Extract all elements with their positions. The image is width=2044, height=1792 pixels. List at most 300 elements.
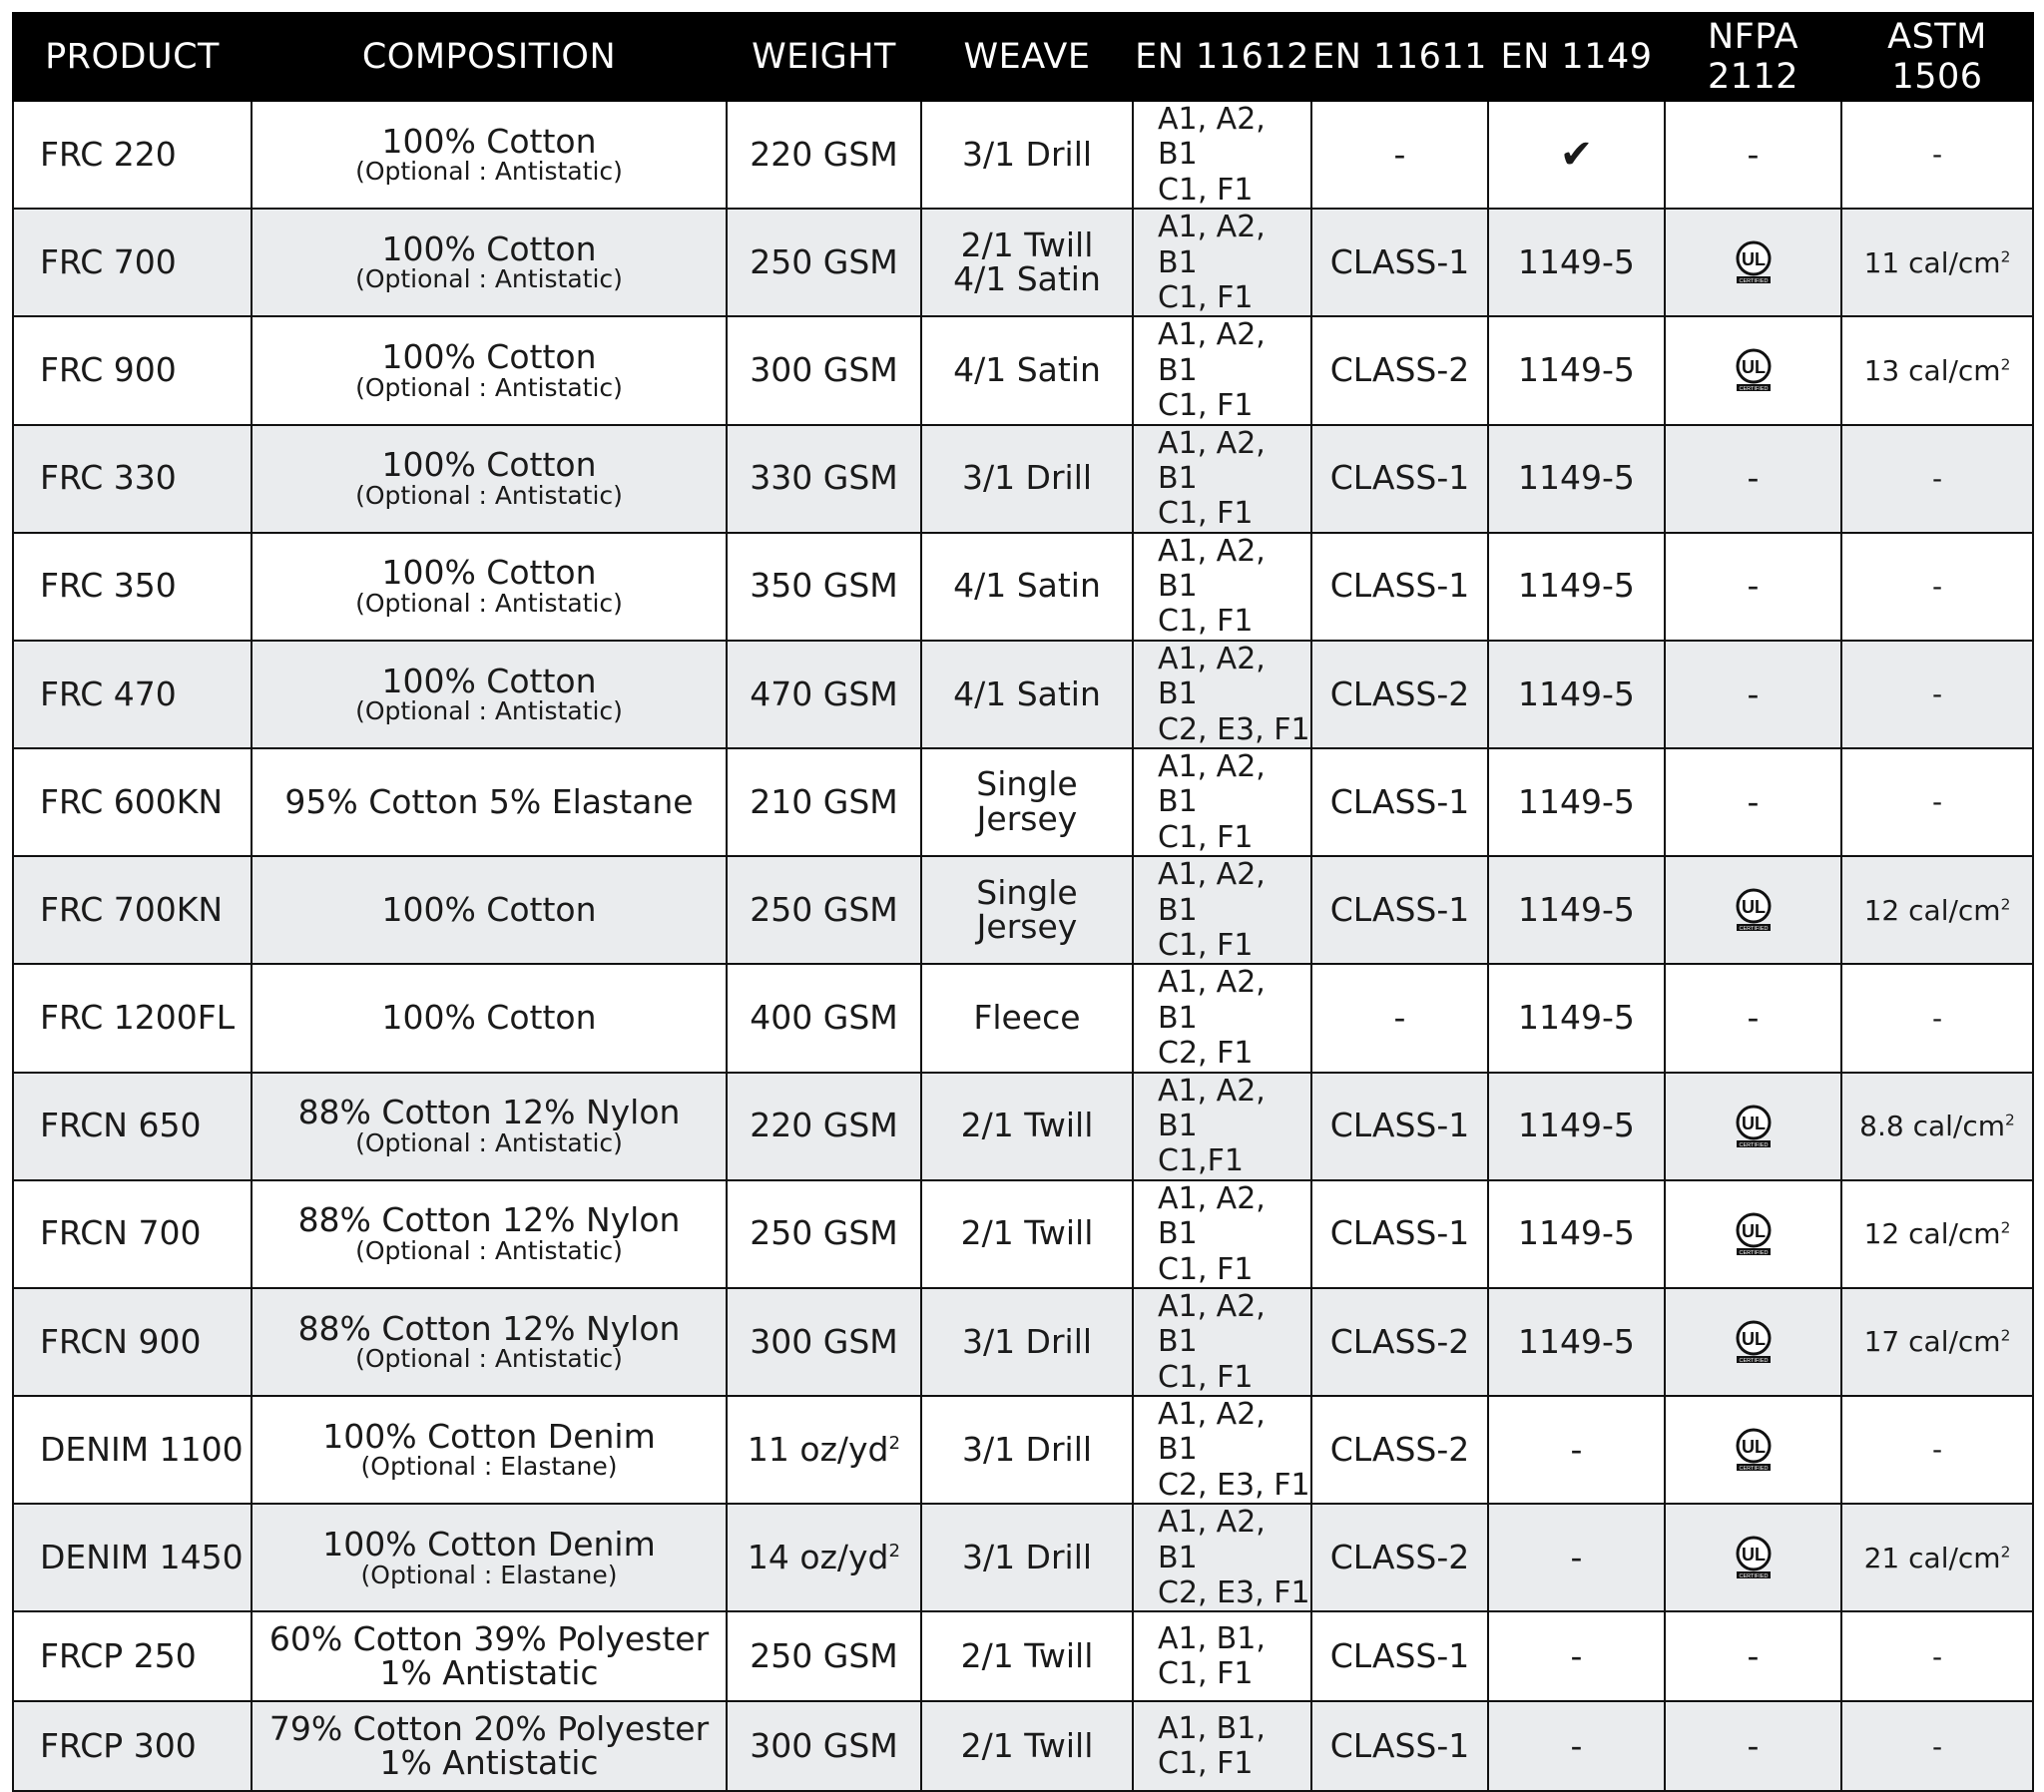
nfpa2112-cell — [1665, 1180, 1841, 1288]
en11612-cell — [1133, 748, 1311, 856]
en1149-cell — [1488, 748, 1665, 856]
ul-mark-caption: CERTIFIED — [1739, 1141, 1768, 1148]
en11612-line-1: A1, B1, — [1158, 1711, 1266, 1747]
en11612-line-1: A1, A2, B1 — [1158, 1505, 1266, 1575]
weave-cell — [921, 425, 1133, 533]
composition-option: (Optional : Antistatic) — [355, 157, 623, 187]
en11611-text: - — [1393, 998, 1406, 1038]
en11612-line-2: C1, F1 — [1158, 1359, 1254, 1395]
product-cell — [13, 101, 252, 209]
weave-cell — [921, 641, 1133, 748]
weave-cell — [921, 1701, 1133, 1791]
weight-text: 300 GSM — [750, 1321, 898, 1361]
en11612-line-2: C1, F1 — [1158, 279, 1254, 315]
astm1506-text: - — [1931, 461, 1943, 495]
composition-text: 100% Cotton — [381, 228, 597, 268]
en11611-cell — [1311, 856, 1488, 964]
composition-option: (Optional : Antistatic) — [355, 372, 623, 402]
astm1506-text: - — [1931, 570, 1943, 604]
weight-cell — [727, 209, 921, 316]
ul-mark-text: UL — [1741, 249, 1766, 270]
astm1506-cell — [1841, 533, 2033, 641]
composition-option: (Optional : Antistatic) — [355, 480, 623, 510]
composition-text: 100% Cotton — [381, 553, 597, 593]
nfpa2112-cell — [1665, 425, 1841, 533]
ul-mark-caption: CERTIFIED — [1739, 278, 1768, 285]
nfpa2112-cell — [1665, 1073, 1841, 1180]
en1149-cell — [1488, 1288, 1665, 1396]
composition-cell — [252, 964, 727, 1072]
weight-cell — [727, 1073, 921, 1180]
header-weight: WEIGHT — [727, 13, 921, 101]
weight-cell — [727, 641, 921, 748]
en11611-cell — [1311, 209, 1488, 316]
table-row — [13, 316, 2033, 424]
check-icon: ✔ — [1559, 132, 1594, 179]
en1149-text: - — [1570, 1726, 1583, 1766]
weight-cell — [727, 101, 921, 209]
en11612-line-1: A1, A2, B1 — [1158, 749, 1266, 820]
en11611-text: CLASS-2 — [1329, 673, 1470, 713]
table-row — [13, 209, 2033, 316]
nfpa2112-text: - — [1747, 134, 1760, 174]
product-cell — [13, 1396, 252, 1504]
nfpa2112-cell — [1665, 1288, 1841, 1396]
weave-cell — [921, 1396, 1133, 1504]
en1149-cell — [1488, 1701, 1665, 1791]
en11611-cell — [1311, 641, 1488, 748]
weave-cell — [921, 1288, 1133, 1396]
composition-cell — [252, 1288, 727, 1396]
en11612-cell — [1133, 425, 1311, 533]
en11611-cell — [1311, 533, 1488, 641]
astm1506-cell — [1841, 964, 2033, 1072]
weave-cell — [921, 533, 1133, 641]
weight-text: 470 GSM — [750, 673, 898, 713]
weave-cell — [921, 748, 1133, 856]
astm1506-text: - — [1931, 785, 1943, 819]
en11611-text: CLASS-1 — [1329, 241, 1470, 281]
en11611-cell — [1311, 964, 1488, 1072]
header-en11611: EN 11611 — [1311, 13, 1488, 101]
nfpa2112-cell — [1665, 964, 1841, 1072]
header-product: PRODUCT — [13, 13, 252, 101]
table-row — [13, 1180, 2033, 1288]
product-cell — [13, 1504, 252, 1611]
en11611-cell — [1311, 1288, 1488, 1396]
weave-text: 4/1 Satin — [953, 350, 1101, 390]
weight-cell — [727, 425, 921, 533]
product-name: FRC 470 — [40, 673, 177, 713]
product-name: FRC 600KN — [40, 781, 224, 821]
ul-certified-icon — [1734, 348, 1774, 392]
ul-certified-icon — [1734, 1428, 1774, 1472]
en11611-text: CLASS-1 — [1329, 566, 1470, 606]
en11612-line-1: A1, A2, B1 — [1158, 317, 1266, 388]
weave-text-2: 4/1 Satin — [953, 259, 1101, 299]
en1149-text: 1149-5 — [1518, 350, 1635, 390]
en11612-line-1: A1, A2, B1 — [1158, 1073, 1266, 1143]
en11612-cell — [1133, 1288, 1311, 1396]
en1149-cell — [1488, 533, 1665, 641]
astm-superscript: 2 — [2000, 1543, 2011, 1562]
ul-mark-text: UL — [1741, 897, 1766, 918]
ul-certified-icon — [1734, 888, 1774, 932]
en1149-cell — [1488, 1611, 1665, 1701]
header-astm1506: ASTM 1506 — [1841, 13, 2033, 101]
en11612-line-2: C2, E3, F1 — [1158, 711, 1310, 747]
composition-text: 100% Cotton Denim — [322, 1416, 656, 1456]
ul-mark-text: UL — [1741, 1220, 1766, 1241]
astm1506-cell — [1841, 1396, 2033, 1504]
en11611-text: CLASS-1 — [1329, 1726, 1470, 1766]
product-cell — [13, 856, 252, 964]
astm1506-cell — [1841, 748, 2033, 856]
product-cell — [13, 964, 252, 1072]
weight-cell — [727, 1504, 921, 1611]
composition-cell — [252, 856, 727, 964]
astm1506-cell — [1841, 101, 2033, 209]
weight-cell — [727, 1288, 921, 1396]
en1149-text: 1149-5 — [1518, 998, 1635, 1038]
en11612-line-1: A1, B1, — [1158, 1621, 1266, 1657]
composition-option: (Optional : Elastane) — [360, 1452, 618, 1482]
table-row — [13, 641, 2033, 748]
en11611-text: CLASS-1 — [1329, 889, 1470, 929]
astm1506-cell — [1841, 856, 2033, 964]
composition-text: 100% Cotton Denim — [322, 1524, 656, 1564]
product-cell — [13, 1611, 252, 1701]
composition-text: 88% Cotton 12% Nylon — [297, 1093, 681, 1132]
en11611-text: CLASS-2 — [1329, 350, 1470, 390]
nfpa2112-cell — [1665, 209, 1841, 316]
en1149-cell — [1488, 425, 1665, 533]
product-cell — [13, 641, 252, 748]
weave-text: 3/1 Drill — [961, 1429, 1093, 1469]
ul-mark-caption: CERTIFIED — [1739, 1249, 1768, 1256]
nfpa2112-cell — [1665, 101, 1841, 209]
weave-text: 2/1 Twill — [960, 1106, 1094, 1145]
table-row — [13, 425, 2033, 533]
weight-superscript: 2 — [888, 1541, 901, 1562]
product-cell — [13, 1073, 252, 1180]
product-name: FRC 700KN — [40, 889, 224, 929]
weight-text: 400 GSM — [750, 998, 898, 1038]
table-row — [13, 1073, 2033, 1180]
composition-text: 79% Cotton 20% Polyester — [268, 1708, 710, 1748]
composition-cell — [252, 1701, 727, 1791]
ul-certified-icon — [1734, 240, 1774, 284]
weight-cell — [727, 316, 921, 424]
composition-cell — [252, 1611, 727, 1701]
table-row — [13, 1288, 2033, 1396]
product-cell — [13, 1288, 252, 1396]
nfpa2112-text: - — [1747, 998, 1760, 1038]
composition-text: 100% Cotton — [381, 889, 597, 929]
en1149-text: 1149-5 — [1518, 1321, 1635, 1361]
product-name: FRC 700 — [40, 241, 177, 281]
astm1506-text: - — [1931, 1639, 1943, 1673]
weight-cell — [727, 1701, 921, 1791]
composition-text: 100% Cotton — [381, 661, 597, 700]
en11612-line-2: C1, F1 — [1158, 1656, 1254, 1692]
en11612-line-2: C1, F1 — [1158, 819, 1254, 855]
en11612-line-1: A1, A2, B1 — [1158, 1288, 1266, 1360]
en11612-line-2: C1, F1 — [1158, 927, 1254, 963]
astm1506-cell — [1841, 425, 2033, 533]
nfpa2112-cell — [1665, 316, 1841, 424]
product-name: FRC 330 — [40, 458, 177, 498]
astm-superscript: 2 — [2000, 895, 2011, 914]
header-en1149: EN 1149 — [1488, 13, 1665, 101]
en11612-line-1: A1, A2, B1 — [1158, 102, 1266, 173]
nfpa2112-text: - — [1747, 1636, 1760, 1676]
en11612-line-2: C1, F1 — [1158, 388, 1254, 424]
en11611-cell — [1311, 1396, 1488, 1504]
nfpa2112-cell — [1665, 1701, 1841, 1791]
composition-cell — [252, 1504, 727, 1611]
weave-cell — [921, 1180, 1133, 1288]
nfpa2112-cell — [1665, 641, 1841, 748]
weave-text: Single — [976, 872, 1078, 912]
astm1506-cell — [1841, 1611, 2033, 1701]
composition-option: (Optional : Antistatic) — [355, 264, 623, 294]
composition-text: 100% Cotton — [381, 336, 597, 376]
ul-certified-icon — [1734, 1536, 1774, 1579]
weave-text: 2/1 Twill — [960, 224, 1094, 264]
product-name: DENIM 1100 — [40, 1429, 244, 1469]
weave-cell — [921, 1073, 1133, 1180]
composition-text: 88% Cotton 12% Nylon — [297, 1308, 681, 1348]
product-name: FRC 1200FL — [40, 998, 236, 1038]
en1149-text: 1149-5 — [1518, 673, 1635, 713]
en1149-cell — [1488, 209, 1665, 316]
weave-cell — [921, 1504, 1133, 1611]
en11611-text: CLASS-2 — [1329, 1321, 1470, 1361]
en1149-text: 1149-5 — [1518, 458, 1635, 498]
astm1506-cell — [1841, 1504, 2033, 1611]
en11611-cell — [1311, 101, 1488, 209]
table-row — [13, 101, 2033, 209]
ul-mark-text: UL — [1741, 1113, 1766, 1133]
en11611-cell — [1311, 1701, 1488, 1791]
en11612-line-2: C1,F1 — [1158, 1143, 1244, 1179]
table-row — [13, 964, 2033, 1072]
composition-text: 100% Cotton — [381, 998, 597, 1038]
en11612-line-1: A1, A2, B1 — [1158, 425, 1266, 496]
en11612-cell — [1133, 316, 1311, 424]
weave-text: 3/1 Drill — [961, 1321, 1093, 1361]
en1149-text: 1149-5 — [1518, 1106, 1635, 1145]
composition-option: (Optional : Antistatic) — [355, 588, 623, 618]
en1149-text: - — [1570, 1429, 1583, 1469]
en11612-line-1: A1, A2, B1 — [1158, 210, 1266, 280]
en11611-text: CLASS-1 — [1329, 1106, 1470, 1145]
en1149-cell — [1488, 641, 1665, 748]
ul-certified-icon — [1734, 1105, 1774, 1148]
en11612-line-2: C1, F1 — [1158, 604, 1254, 640]
product-name: FRC 900 — [40, 350, 177, 390]
en11612-line-2: C1, F1 — [1158, 172, 1254, 208]
en11612-line-2: C1, F1 — [1158, 496, 1254, 532]
composition-text-2: 1% Antistatic — [379, 1743, 599, 1783]
nfpa2112-cell — [1665, 1504, 1841, 1611]
nfpa2112-text: - — [1747, 781, 1760, 821]
weave-text: 4/1 Satin — [953, 566, 1101, 606]
weight-text: 350 GSM — [750, 566, 898, 606]
astm1506-cell — [1841, 316, 2033, 424]
ul-mark-text: UL — [1741, 1437, 1766, 1458]
en11612-line-2: C2, E3, F1 — [1158, 1467, 1310, 1503]
table-row — [13, 1396, 2033, 1504]
nfpa2112-text: - — [1747, 458, 1760, 498]
nfpa2112-text: - — [1747, 673, 1760, 713]
astm-superscript: 2 — [2000, 247, 2011, 266]
en1149-text: 1149-5 — [1518, 241, 1635, 281]
composition-cell — [252, 1073, 727, 1180]
weight-text: 220 GSM — [750, 134, 898, 174]
en11611-cell — [1311, 1504, 1488, 1611]
en1149-cell — [1488, 856, 1665, 964]
en11612-cell — [1133, 209, 1311, 316]
weave-text: 2/1 Twill — [960, 1726, 1094, 1766]
weave-text: 3/1 Drill — [961, 1538, 1093, 1576]
ul-mark-caption: CERTIFIED — [1739, 1573, 1768, 1580]
nfpa2112-cell — [1665, 748, 1841, 856]
weave-text: 2/1 Twill — [960, 1213, 1094, 1253]
en11611-text: CLASS-2 — [1329, 1538, 1470, 1576]
en11612-cell — [1133, 101, 1311, 209]
en11611-text: CLASS-1 — [1329, 1213, 1470, 1253]
product-cell — [13, 316, 252, 424]
composition-text: 88% Cotton 12% Nylon — [297, 1200, 681, 1240]
astm1506-cell — [1841, 1073, 2033, 1180]
en11612-cell — [1133, 1396, 1311, 1504]
composition-cell — [252, 748, 727, 856]
composition-text: 100% Cotton — [381, 121, 597, 161]
composition-option: (Optional : Antistatic) — [355, 1127, 623, 1157]
composition-cell — [252, 641, 727, 748]
weave-cell — [921, 209, 1133, 316]
table-row — [13, 748, 2033, 856]
weave-cell — [921, 1611, 1133, 1701]
en11612-line-1: A1, A2, B1 — [1158, 857, 1266, 928]
weight-cell — [727, 964, 921, 1072]
en11611-cell — [1311, 425, 1488, 533]
table-row — [13, 856, 2033, 964]
nfpa2112-text: - — [1747, 566, 1760, 606]
header-weave: WEAVE — [921, 13, 1133, 101]
en11611-cell — [1311, 316, 1488, 424]
astm1506-text: 17 cal/cm — [1863, 1325, 2001, 1359]
ul-certified-icon — [1734, 1212, 1774, 1256]
astm1506-text: 21 cal/cm — [1863, 1541, 2001, 1574]
weight-text: 250 GSM — [750, 241, 898, 281]
weight-text: 250 GSM — [750, 1636, 898, 1676]
product-name: FRC 220 — [40, 134, 177, 174]
en11611-cell — [1311, 1611, 1488, 1701]
weight-superscript: 2 — [888, 1432, 901, 1454]
weave-text: 4/1 Satin — [953, 673, 1101, 713]
en11612-line-1: A1, A2, B1 — [1158, 533, 1266, 605]
weave-text: Single — [976, 764, 1078, 804]
ul-mark-caption: CERTIFIED — [1739, 1466, 1768, 1473]
en11611-text: CLASS-2 — [1329, 1429, 1470, 1469]
astm1506-text: 13 cal/cm — [1863, 353, 2001, 387]
composition-option: (Optional : Antistatic) — [355, 696, 623, 726]
en11611-cell — [1311, 1073, 1488, 1180]
product-cell — [13, 748, 252, 856]
composition-text-2: 1% Antistatic — [379, 1653, 599, 1693]
astm1506-cell — [1841, 209, 2033, 316]
en1149-text: 1149-5 — [1518, 566, 1635, 606]
en1149-cell — [1488, 1180, 1665, 1288]
header-nfpa2112: NFPA 2112 — [1665, 13, 1841, 101]
weave-text-2: Jersey — [976, 799, 1078, 839]
astm1506-text: 12 cal/cm — [1863, 893, 2001, 927]
composition-option: (Optional : Antistatic) — [355, 1236, 623, 1265]
composition-cell — [252, 316, 727, 424]
astm1506-cell — [1841, 641, 2033, 748]
en1149-text: - — [1570, 1636, 1583, 1676]
en1149-cell — [1488, 1073, 1665, 1180]
composition-cell — [252, 209, 727, 316]
astm-superscript: 2 — [2000, 1326, 2011, 1345]
table-row — [13, 533, 2033, 641]
weave-text: 3/1 Drill — [961, 134, 1093, 174]
en1149-cell — [1488, 1396, 1665, 1504]
astm1506-text: - — [1931, 138, 1943, 172]
weave-text: 2/1 Twill — [960, 1636, 1094, 1676]
composition-option: (Optional : Antistatic) — [355, 1344, 623, 1374]
astm1506-text: - — [1931, 1729, 1943, 1763]
en1149-text: 1149-5 — [1518, 1213, 1635, 1253]
nfpa2112-cell — [1665, 1611, 1841, 1701]
en11612-cell — [1133, 856, 1311, 964]
en11612-cell — [1133, 533, 1311, 641]
weight-text: 210 GSM — [750, 781, 898, 821]
astm1506-cell — [1841, 1701, 2033, 1791]
nfpa2112-cell — [1665, 856, 1841, 964]
composition-text: 60% Cotton 39% Polyester — [268, 1618, 710, 1658]
ul-mark-caption: CERTIFIED — [1739, 1357, 1768, 1364]
en11612-line-1: A1, A2, B1 — [1158, 965, 1266, 1036]
weight-cell — [727, 1611, 921, 1701]
en1149-text: - — [1570, 1538, 1583, 1576]
ul-mark-text: UL — [1741, 357, 1766, 378]
weave-text: Fleece — [973, 998, 1081, 1038]
weave-cell — [921, 856, 1133, 964]
weight-text: 220 GSM — [750, 1106, 898, 1145]
product-cell — [13, 533, 252, 641]
en11611-cell — [1311, 1180, 1488, 1288]
astm1506-text: 8.8 cal/cm — [1859, 1109, 2006, 1142]
en11612-cell — [1133, 1504, 1311, 1611]
weight-text: 300 GSM — [750, 1726, 898, 1766]
en11611-text: CLASS-1 — [1329, 781, 1470, 821]
en11612-cell — [1133, 1701, 1311, 1791]
en11612-line-1: A1, A2, B1 — [1158, 1397, 1266, 1468]
astm1506-cell — [1841, 1288, 2033, 1396]
product-name: FRCP 300 — [40, 1726, 197, 1766]
en11612-line-2: C1, F1 — [1158, 1746, 1254, 1782]
en1149-cell — [1488, 101, 1665, 209]
composition-option: (Optional : Elastane) — [360, 1560, 618, 1589]
product-name: FRCP 250 — [40, 1636, 197, 1676]
weight-cell — [727, 856, 921, 964]
ul-mark-text: UL — [1741, 1545, 1766, 1566]
weight-text: 300 GSM — [750, 350, 898, 390]
